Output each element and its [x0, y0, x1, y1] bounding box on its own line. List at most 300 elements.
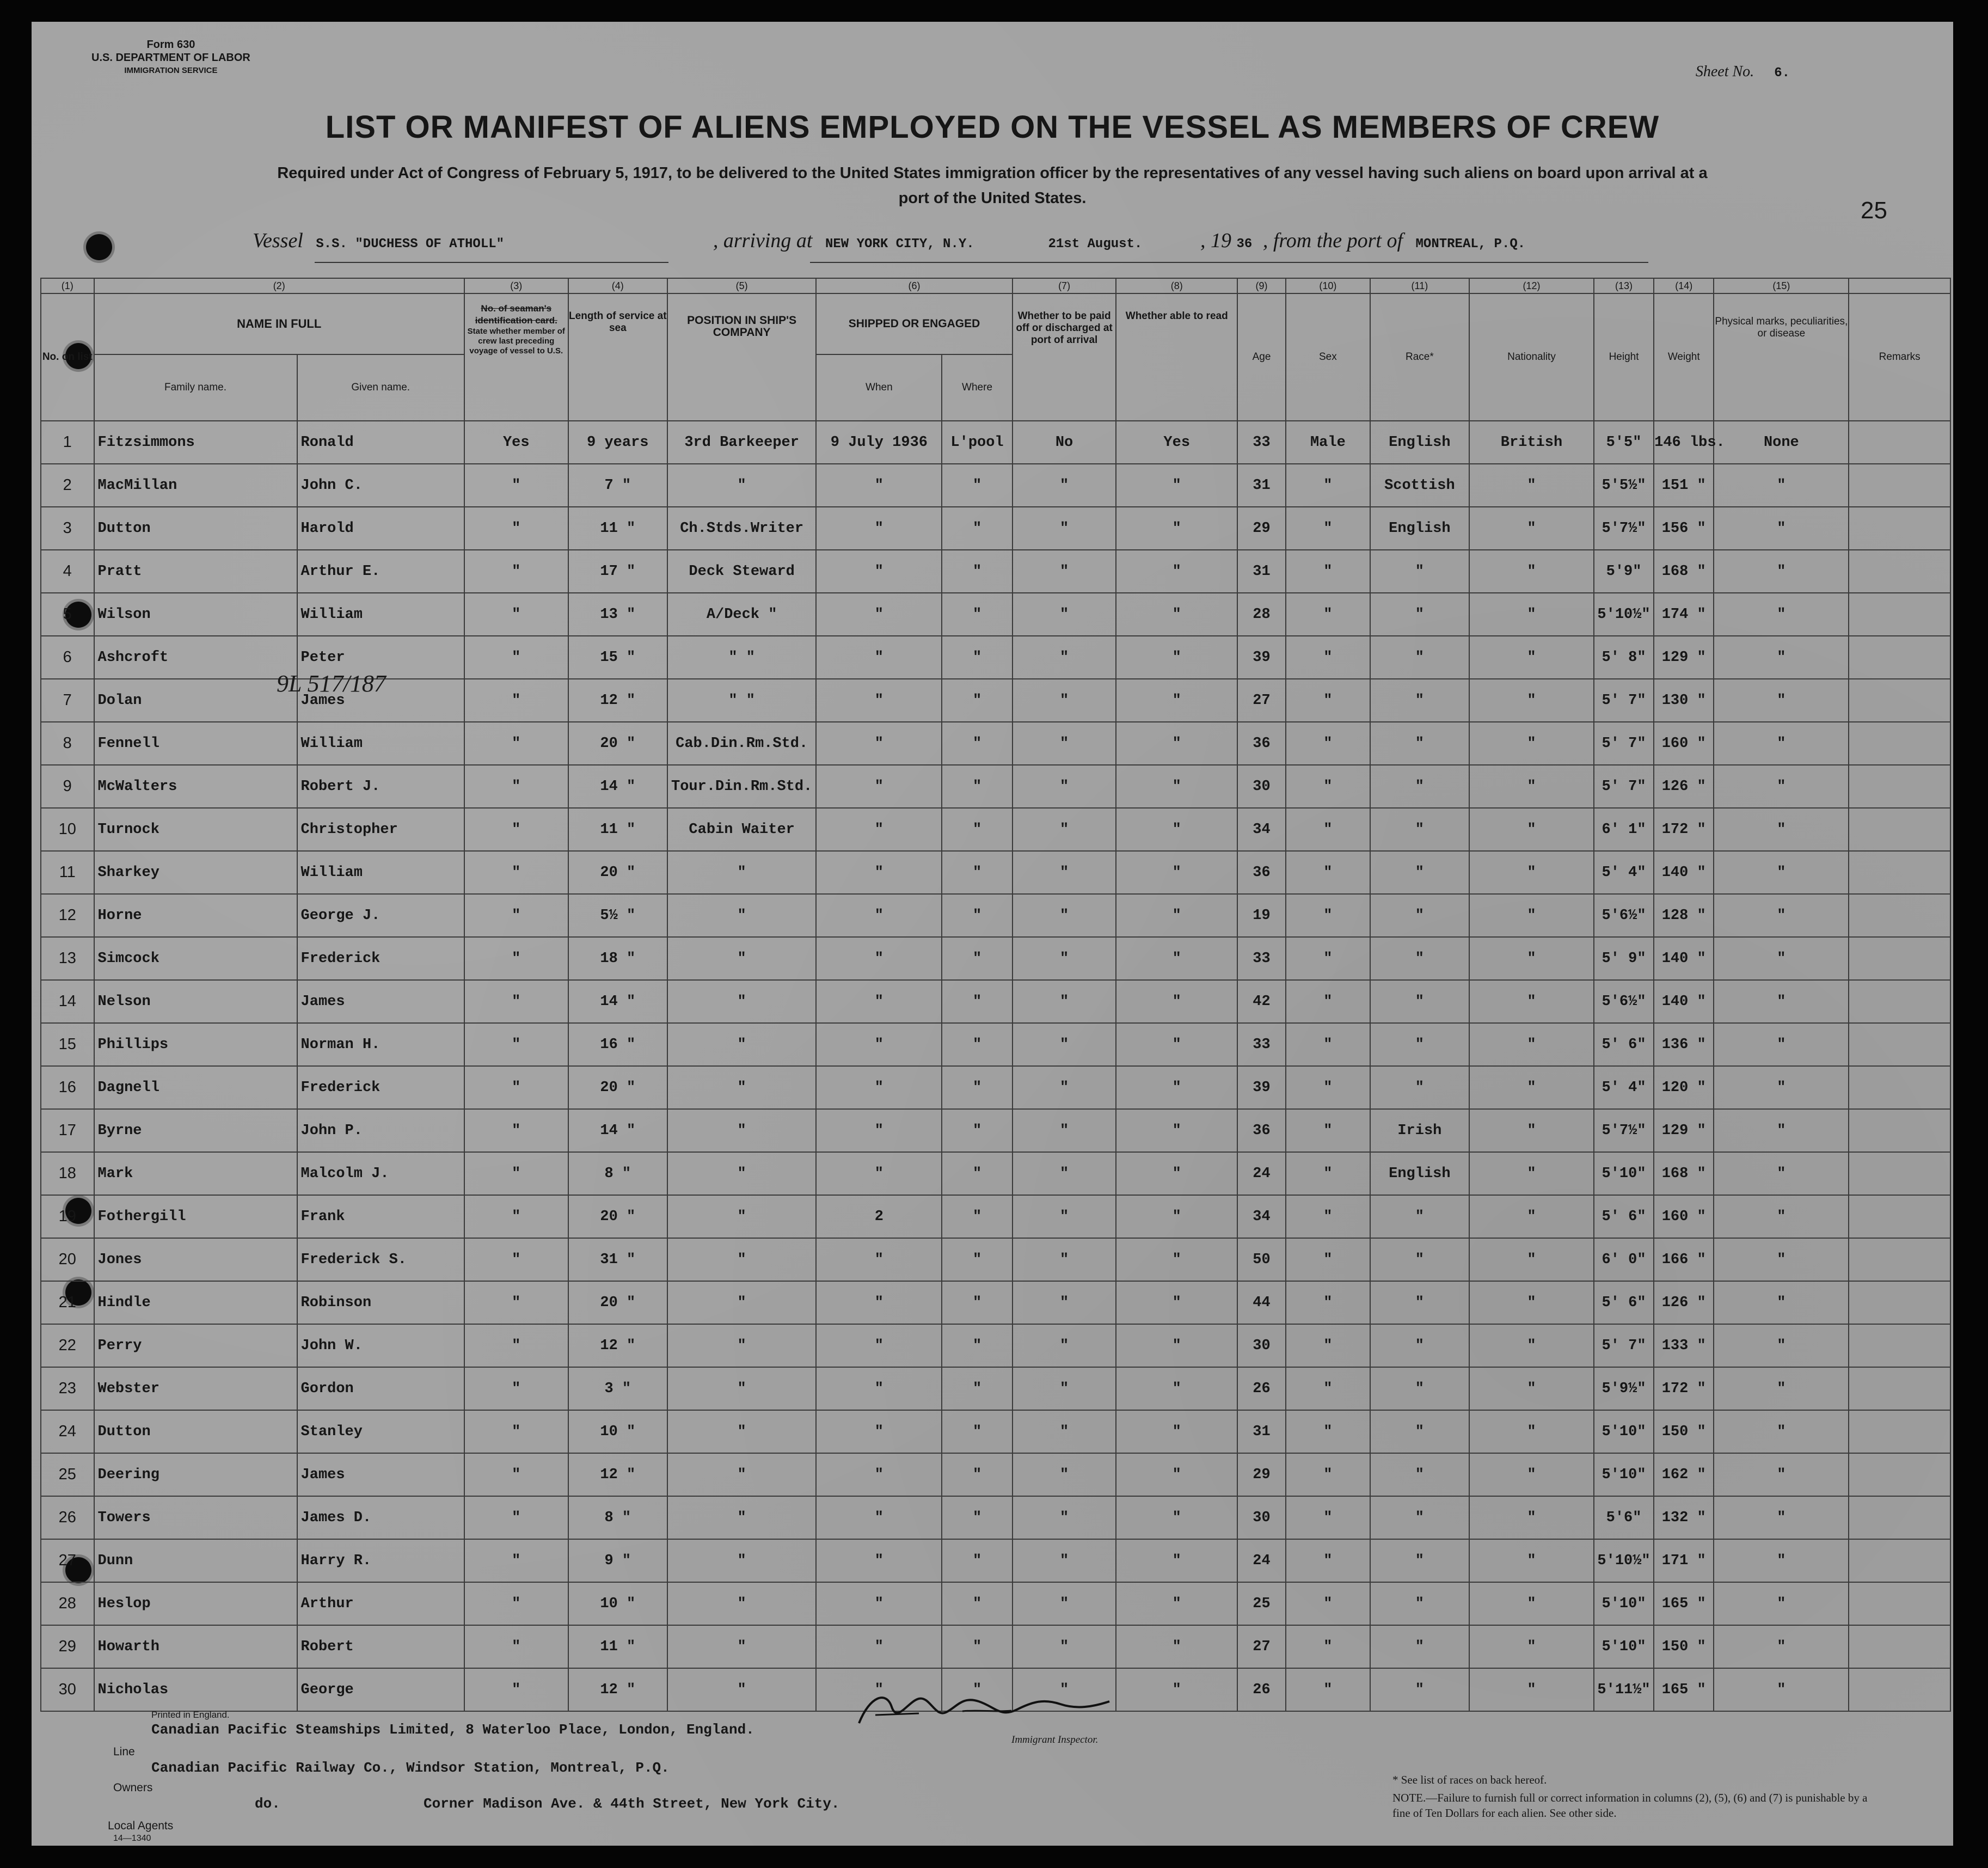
- id-card-cell: ": [464, 1625, 568, 1668]
- race-cell: ": [1370, 679, 1469, 722]
- length-service-cell: 10 ": [568, 1410, 667, 1453]
- shipped-where-cell: ": [942, 1238, 1012, 1281]
- sex-cell: ": [1286, 1023, 1370, 1066]
- shipped-when-cell: ": [816, 1582, 942, 1625]
- paid-off-cell: ": [1013, 1066, 1116, 1109]
- given-name-cell: George J.: [297, 894, 464, 937]
- weight-cell: 156 ": [1654, 507, 1714, 550]
- physical-marks-cell: ": [1714, 894, 1849, 937]
- shipped-when-cell: ": [816, 980, 942, 1023]
- given-name-cell: Christopher: [297, 808, 464, 851]
- header-row: [41, 293, 1950, 354]
- weight-cell: 150 ": [1654, 1625, 1714, 1668]
- length-service-cell: 10 ": [568, 1582, 667, 1625]
- agents-do: do.: [255, 1796, 280, 1812]
- paid-off-cell: ": [1013, 765, 1116, 808]
- colnum: (15): [1714, 278, 1849, 293]
- shipped-where-cell: ": [942, 1324, 1012, 1367]
- physical-marks-cell: None: [1714, 421, 1849, 464]
- height-cell: 5'6½": [1594, 894, 1654, 937]
- able-to-read-cell: ": [1116, 636, 1237, 679]
- height-cell: 5'10½": [1594, 1539, 1654, 1582]
- header-able-to-read: Whether able to read: [1116, 293, 1237, 421]
- nationality-cell: ": [1469, 593, 1594, 636]
- race-cell: ": [1370, 1582, 1469, 1625]
- length-service-cell: 7 ": [568, 464, 667, 507]
- height-cell: 5' 6": [1594, 1281, 1654, 1324]
- family-name-cell: Jones: [94, 1238, 297, 1281]
- length-service-cell: 17 ": [568, 550, 667, 593]
- nationality-cell: ": [1469, 894, 1594, 937]
- given-name-cell: James: [297, 980, 464, 1023]
- paid-off-cell: ": [1013, 851, 1116, 894]
- physical-marks-cell: ": [1714, 980, 1849, 1023]
- given-name-cell: James: [297, 1453, 464, 1496]
- able-to-read-cell: Yes: [1116, 421, 1237, 464]
- length-service-cell: 9 ": [568, 1539, 667, 1582]
- race-cell: ": [1370, 980, 1469, 1023]
- age-cell: 31: [1237, 550, 1286, 593]
- shipped-where-cell: ": [942, 1496, 1012, 1539]
- weight-cell: 136 ": [1654, 1023, 1714, 1066]
- nationality-cell: ": [1469, 1668, 1594, 1711]
- height-cell: 5'10": [1594, 1410, 1654, 1453]
- height-cell: 5'9½": [1594, 1367, 1654, 1410]
- nationality-cell: ": [1469, 1453, 1594, 1496]
- physical-marks-cell: ": [1714, 507, 1849, 550]
- sex-cell: ": [1286, 1238, 1370, 1281]
- position-cell: ": [667, 1668, 816, 1711]
- header-remarks: Remarks: [1849, 293, 1950, 421]
- position-cell: ": [667, 1453, 816, 1496]
- colnum: [1849, 278, 1950, 293]
- header-race: Race*: [1370, 293, 1469, 421]
- length-service-cell: 11 ": [568, 507, 667, 550]
- colnum: (5): [667, 278, 816, 293]
- shipped-where-cell: ": [942, 679, 1012, 722]
- header-position: POSITION IN SHIP'S COMPANY: [667, 293, 816, 421]
- sex-cell: ": [1286, 1539, 1370, 1582]
- remarks-cell: [1849, 1195, 1950, 1238]
- position-cell: ": [667, 1066, 816, 1109]
- physical-marks-cell: ": [1714, 1668, 1849, 1711]
- nationality-cell: ": [1469, 1281, 1594, 1324]
- paid-off-cell: ": [1013, 636, 1116, 679]
- physical-marks-cell: ": [1714, 1152, 1849, 1195]
- given-name-cell: George: [297, 1668, 464, 1711]
- remarks-cell: [1849, 1496, 1950, 1539]
- height-cell: 5'10": [1594, 1453, 1654, 1496]
- sex-cell: ": [1286, 1152, 1370, 1195]
- paid-off-cell: ": [1013, 1109, 1116, 1152]
- colnum: (4): [568, 278, 667, 293]
- nationality-cell: ": [1469, 980, 1594, 1023]
- physical-marks-cell: ": [1714, 636, 1849, 679]
- sex-cell: ": [1286, 1668, 1370, 1711]
- header-physical-marks: Physical marks, peculiarities, or disease: [1714, 293, 1849, 421]
- shipped-where-cell: ": [942, 636, 1012, 679]
- row-number: 14: [41, 980, 94, 1023]
- paid-off-cell: ": [1013, 507, 1116, 550]
- table-row: [41, 980, 1950, 1023]
- weight-cell: 172 ": [1654, 1367, 1714, 1410]
- paid-off-cell: ": [1013, 1496, 1116, 1539]
- remarks-cell: [1849, 1281, 1950, 1324]
- family-name-cell: Perry: [94, 1324, 297, 1367]
- remarks-cell: [1849, 1023, 1950, 1066]
- able-to-read-cell: ": [1116, 593, 1237, 636]
- able-to-read-cell: ": [1116, 1582, 1237, 1625]
- row-number: 3: [41, 507, 94, 550]
- agents-value: Corner Madison Ave. & 44th Street, New York City.: [424, 1796, 840, 1812]
- paid-off-cell: ": [1013, 980, 1116, 1023]
- weight-cell: 133 ": [1654, 1324, 1714, 1367]
- id-card-cell: ": [464, 550, 568, 593]
- race-cell: ": [1370, 636, 1469, 679]
- table-row: [41, 894, 1950, 937]
- table-row: [41, 1238, 1950, 1281]
- height-cell: 5' 6": [1594, 1023, 1654, 1066]
- row-number: 5: [41, 593, 94, 636]
- header-family-name: Family name.: [94, 354, 297, 421]
- age-cell: 39: [1237, 1066, 1286, 1109]
- weight-cell: 168 ": [1654, 1152, 1714, 1195]
- nationality-cell: ": [1469, 464, 1594, 507]
- row-number: 7: [41, 679, 94, 722]
- paid-off-cell: ": [1013, 1195, 1116, 1238]
- able-to-read-cell: ": [1116, 937, 1237, 980]
- header-id-card-struck: No. of seaman's identification card.: [475, 303, 557, 326]
- able-to-read-cell: ": [1116, 1152, 1237, 1195]
- weight-cell: 165 ": [1654, 1582, 1714, 1625]
- paid-off-cell: ": [1013, 1238, 1116, 1281]
- length-service-cell: 12 ": [568, 1324, 667, 1367]
- table-row: [41, 1152, 1950, 1195]
- given-name-cell: Frederick: [297, 1066, 464, 1109]
- table-row: [41, 550, 1950, 593]
- arriving-label: , arriving at: [713, 229, 813, 252]
- row-number: 29: [41, 1625, 94, 1668]
- remarks-cell: [1849, 851, 1950, 894]
- sex-cell: ": [1286, 894, 1370, 937]
- paid-off-cell: ": [1013, 894, 1116, 937]
- remarks-cell: [1849, 1453, 1950, 1496]
- race-cell: ": [1370, 1410, 1469, 1453]
- position-cell: ": [667, 464, 816, 507]
- paid-off-cell: ": [1013, 464, 1116, 507]
- position-cell: Ch.Stds.Writer: [667, 507, 816, 550]
- family-name-cell: Ashcroft: [94, 636, 297, 679]
- shipped-where-cell: ": [942, 1410, 1012, 1453]
- colnum: (11): [1370, 278, 1469, 293]
- given-name-cell: Frederick S.: [297, 1238, 464, 1281]
- id-card-cell: ": [464, 507, 568, 550]
- able-to-read-cell: ": [1116, 722, 1237, 765]
- able-to-read-cell: ": [1116, 550, 1237, 593]
- sex-cell: ": [1286, 1367, 1370, 1410]
- shipped-when-cell: ": [816, 1668, 942, 1711]
- sex-cell: ": [1286, 679, 1370, 722]
- id-card-cell: ": [464, 851, 568, 894]
- given-name-cell: Gordon: [297, 1367, 464, 1410]
- weight-cell: 171 ": [1654, 1539, 1714, 1582]
- nationality-cell: ": [1469, 1625, 1594, 1668]
- sex-cell: ": [1286, 1281, 1370, 1324]
- given-name-cell: James D.: [297, 1496, 464, 1539]
- shipped-when-cell: ": [816, 1324, 942, 1367]
- position-cell: ": [667, 1281, 816, 1324]
- age-cell: 34: [1237, 808, 1286, 851]
- age-cell: 31: [1237, 464, 1286, 507]
- nationality-cell: ": [1469, 765, 1594, 808]
- able-to-read-cell: ": [1116, 1668, 1237, 1711]
- position-cell: ": [667, 1109, 816, 1152]
- nationality-cell: ": [1469, 722, 1594, 765]
- header-when: When: [816, 354, 942, 421]
- id-card-cell: ": [464, 980, 568, 1023]
- given-name-cell: John W.: [297, 1324, 464, 1367]
- shipped-where-cell: ": [942, 1152, 1012, 1195]
- able-to-read-cell: ": [1116, 808, 1237, 851]
- table-row: [41, 1410, 1950, 1453]
- row-number: 24: [41, 1410, 94, 1453]
- remarks-cell: [1849, 550, 1950, 593]
- length-service-cell: 20 ": [568, 722, 667, 765]
- given-name-cell: Harry R.: [297, 1539, 464, 1582]
- remarks-cell: [1849, 894, 1950, 937]
- remarks-cell: [1849, 1238, 1950, 1281]
- shipped-where-cell: ": [942, 894, 1012, 937]
- race-cell: English: [1370, 1152, 1469, 1195]
- height-cell: 5'6": [1594, 1496, 1654, 1539]
- agents-label: Local Agents: [108, 1820, 174, 1832]
- physical-marks-cell: ": [1714, 1539, 1849, 1582]
- length-service-cell: 11 ": [568, 1625, 667, 1668]
- family-name-cell: Mark: [94, 1152, 297, 1195]
- vessel-line: [253, 229, 1525, 253]
- length-service-cell: 20 ": [568, 1195, 667, 1238]
- able-to-read-cell: ": [1116, 679, 1237, 722]
- id-card-cell: ": [464, 593, 568, 636]
- remarks-cell: [1849, 937, 1950, 980]
- weight-cell: 162 ": [1654, 1453, 1714, 1496]
- remarks-cell: [1849, 1410, 1950, 1453]
- header-paid-off: Whether to be paid off or discharged at port of arrival: [1013, 293, 1116, 421]
- position-cell: ": [667, 1023, 816, 1066]
- given-name-cell: Norman H.: [297, 1023, 464, 1066]
- physical-marks-cell: ": [1714, 1066, 1849, 1109]
- age-cell: 24: [1237, 1152, 1286, 1195]
- remarks-cell: [1849, 1152, 1950, 1195]
- age-cell: 29: [1237, 507, 1286, 550]
- sex-cell: ": [1286, 1496, 1370, 1539]
- shipped-when-cell: ": [816, 722, 942, 765]
- colnum: (3): [464, 278, 568, 293]
- race-cell: ": [1370, 1496, 1469, 1539]
- weight-cell: 160 ": [1654, 722, 1714, 765]
- nationality-cell: ": [1469, 507, 1594, 550]
- shipped-where-cell: ": [942, 507, 1012, 550]
- header-given-name: Given name.: [297, 354, 464, 421]
- header-age: Age: [1237, 293, 1286, 421]
- service-name: IMMIGRATION SERVICE: [124, 66, 218, 75]
- age-cell: 33: [1237, 937, 1286, 980]
- shipped-where-cell: ": [942, 980, 1012, 1023]
- remarks-cell: [1849, 808, 1950, 851]
- race-cell: ": [1370, 1281, 1469, 1324]
- nationality-cell: ": [1469, 636, 1594, 679]
- table-row: [41, 1109, 1950, 1152]
- line-value: Canadian Pacific Steamships Limited, 8 Waterloo Place, London, England.: [151, 1722, 754, 1738]
- race-cell: ": [1370, 808, 1469, 851]
- length-service-cell: 12 ": [568, 1453, 667, 1496]
- physical-marks-cell: ": [1714, 1582, 1849, 1625]
- position-cell: A/Deck ": [667, 593, 816, 636]
- given-name-cell: John P.: [297, 1109, 464, 1152]
- family-name-cell: Nelson: [94, 980, 297, 1023]
- nationality-cell: ": [1469, 550, 1594, 593]
- height-cell: 5'7½": [1594, 507, 1654, 550]
- sex-cell: ": [1286, 1582, 1370, 1625]
- height-cell: 5'10½": [1594, 593, 1654, 636]
- table-row: [41, 1625, 1950, 1668]
- sex-cell: ": [1286, 765, 1370, 808]
- arrival-date: 21st August.: [1048, 237, 1143, 252]
- weight-cell: 165 ": [1654, 1668, 1714, 1711]
- age-cell: 26: [1237, 1367, 1286, 1410]
- height-cell: 5'6½": [1594, 980, 1654, 1023]
- given-name-cell: Ronald: [297, 421, 464, 464]
- weight-cell: 129 ": [1654, 1109, 1714, 1152]
- age-cell: 50: [1237, 1238, 1286, 1281]
- position-cell: ": [667, 1324, 816, 1367]
- sex-cell: ": [1286, 1109, 1370, 1152]
- height-cell: 5' 4": [1594, 851, 1654, 894]
- shipped-when-cell: ": [816, 1367, 942, 1410]
- race-cell: ": [1370, 894, 1469, 937]
- race-cell: ": [1370, 1539, 1469, 1582]
- nationality-cell: ": [1469, 1410, 1594, 1453]
- sex-cell: ": [1286, 1195, 1370, 1238]
- nationality-cell: ": [1469, 1367, 1594, 1410]
- family-name-cell: Fennell: [94, 722, 297, 765]
- family-name-cell: Heslop: [94, 1582, 297, 1625]
- race-cell: ": [1370, 1324, 1469, 1367]
- weight-cell: 174 ": [1654, 593, 1714, 636]
- table-row: [41, 765, 1950, 808]
- table-row: [41, 593, 1950, 636]
- age-cell: 34: [1237, 1195, 1286, 1238]
- nationality-cell: ": [1469, 1238, 1594, 1281]
- race-cell: ": [1370, 1453, 1469, 1496]
- sex-cell: ": [1286, 937, 1370, 980]
- row-number: 10: [41, 808, 94, 851]
- physical-marks-cell: ": [1714, 1109, 1849, 1152]
- id-card-cell: ": [464, 1066, 568, 1109]
- voyage-underline: [810, 261, 1648, 263]
- owners-value: Canadian Pacific Railway Co., Windsor Station, Montreal, P.Q.: [151, 1760, 670, 1776]
- sheet-number-label: Sheet No.: [1695, 63, 1754, 80]
- id-card-cell: ": [464, 1023, 568, 1066]
- weight-cell: 132 ": [1654, 1496, 1714, 1539]
- id-card-cell: ": [464, 1668, 568, 1711]
- sex-cell: ": [1286, 593, 1370, 636]
- position-cell: ": [667, 1238, 816, 1281]
- age-cell: 24: [1237, 1539, 1286, 1582]
- position-cell: ": [667, 1625, 816, 1668]
- sheet-number: [1696, 63, 1790, 81]
- race-note: * See list of races on back hereof.: [1392, 1773, 1547, 1786]
- nationality-cell: ": [1469, 1023, 1594, 1066]
- age-cell: 19: [1237, 894, 1286, 937]
- race-cell: English: [1370, 421, 1469, 464]
- age-cell: 39: [1237, 636, 1286, 679]
- physical-marks-cell: ": [1714, 1453, 1849, 1496]
- age-cell: 36: [1237, 1109, 1286, 1152]
- family-name-cell: McWalters: [94, 765, 297, 808]
- family-name-cell: Pratt: [94, 550, 297, 593]
- shipped-where-cell: ": [942, 1109, 1012, 1152]
- length-service-cell: 31 ": [568, 1238, 667, 1281]
- shipped-when-cell: ": [816, 808, 942, 851]
- shipped-where-cell: ": [942, 851, 1012, 894]
- colnum: (9): [1237, 278, 1286, 293]
- remarks-cell: [1849, 464, 1950, 507]
- given-name-cell: John C.: [297, 464, 464, 507]
- paid-off-cell: ": [1013, 1367, 1116, 1410]
- age-cell: 30: [1237, 1324, 1286, 1367]
- able-to-read-cell: ": [1116, 1324, 1237, 1367]
- position-cell: ": [667, 1152, 816, 1195]
- id-card-cell: ": [464, 722, 568, 765]
- remarks-cell: [1849, 1625, 1950, 1668]
- id-card-cell: ": [464, 1496, 568, 1539]
- shipped-where-cell: ": [942, 765, 1012, 808]
- id-card-cell: ": [464, 1324, 568, 1367]
- table-row: [41, 1453, 1950, 1496]
- weight-cell: 126 ": [1654, 1281, 1714, 1324]
- form-code: 14—1340: [113, 1834, 151, 1843]
- race-cell: Scottish: [1370, 464, 1469, 507]
- line-label: Line: [113, 1745, 135, 1758]
- length-service-cell: 15 ": [568, 636, 667, 679]
- paid-off-cell: ": [1013, 1453, 1116, 1496]
- id-card-cell: ": [464, 894, 568, 937]
- shipped-where-cell: ": [942, 1281, 1012, 1324]
- vessel-underline: [315, 261, 668, 263]
- able-to-read-cell: ": [1116, 980, 1237, 1023]
- punch-hole: [86, 234, 112, 260]
- row-number: 1: [41, 421, 94, 464]
- given-name-cell: Harold: [297, 507, 464, 550]
- shipped-when-cell: 9 July 1936: [816, 421, 942, 464]
- age-cell: 36: [1237, 851, 1286, 894]
- manifest-sheet: [32, 22, 1953, 1846]
- shipped-when-cell: ": [816, 1453, 942, 1496]
- table-row: [41, 1367, 1950, 1410]
- able-to-read-cell: ": [1116, 765, 1237, 808]
- sex-cell: ": [1286, 636, 1370, 679]
- nationality-cell: ": [1469, 937, 1594, 980]
- height-cell: 5'5½": [1594, 464, 1654, 507]
- given-name-cell: Robinson: [297, 1281, 464, 1324]
- remarks-cell: [1849, 1367, 1950, 1410]
- vessel-name: S.S. "DUCHESS OF ATHOLL": [316, 237, 505, 252]
- able-to-read-cell: ": [1116, 1281, 1237, 1324]
- form-header: [91, 38, 250, 77]
- length-service-cell: 5½ ": [568, 894, 667, 937]
- height-cell: 6' 1": [1594, 808, 1654, 851]
